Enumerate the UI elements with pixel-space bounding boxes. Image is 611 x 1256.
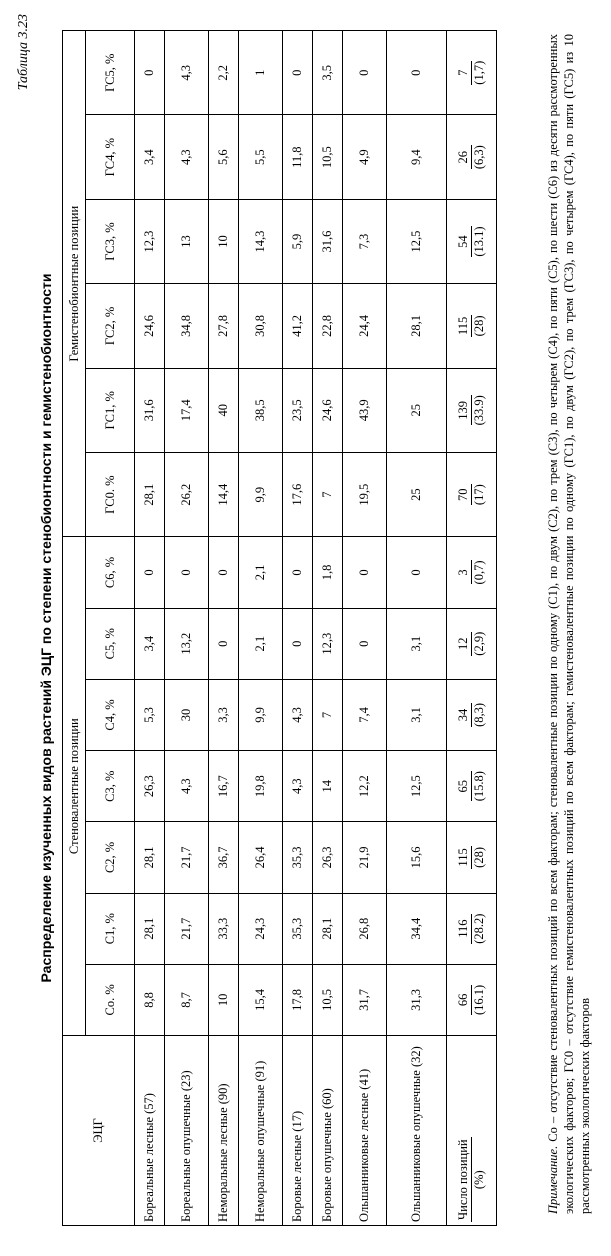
total-percent: (16.1) (472, 984, 486, 1015)
table-cell: 28,1 (135, 452, 165, 536)
total-percent: (0,7) (472, 560, 486, 585)
table-row (209, 31, 239, 1226)
table-cell: 0 (283, 537, 313, 608)
table-cell: 31,6 (313, 199, 343, 283)
table-cell: 21,7 (165, 822, 209, 893)
total-percent: (17) (472, 484, 486, 506)
total-cell (447, 822, 497, 893)
table-cell: 3,4 (135, 115, 165, 199)
table-cell: 13 (165, 199, 209, 283)
table-cell: 0 (343, 31, 387, 115)
table-cell: 7 (313, 679, 343, 750)
table-cell: 0 (343, 537, 387, 608)
column-header: ГС2, % (86, 284, 135, 368)
table-cell: 26,3 (313, 822, 343, 893)
note-text: Со – отсутствие стеновалентных позиций по всем факторам; стеновалентные позиции по одному (С1), по двум (С2), по трем (С3), по четырем (С4), по пяти (С5), по шести (С6) из десяти рассмотренных экологических факторов; ГС0 – отсутствие гемистеновалентных позиций по всем факторам; гемистеновалентные позиции по одному (ГС1), по двум (ГС2), по трем (ГС3), по четырем (ГС4), по пяти (ГС5) из 10 рассмотренных экологических факторов (546, 34, 592, 1214)
table-cell: 7,4 (343, 679, 387, 750)
table-cell: 0 (209, 608, 239, 679)
table-cell: 35,3 (283, 822, 313, 893)
table-cell: 9,9 (239, 679, 283, 750)
table-cell: 28,1 (135, 822, 165, 893)
total-cell (447, 368, 497, 452)
total-row-name (447, 1036, 497, 1226)
table-cell: 3,1 (387, 608, 447, 679)
table-row (387, 31, 447, 1226)
row-name: Бореальные лесные (57) (135, 1036, 165, 1226)
total-percent: (2,9) (472, 631, 486, 656)
header-hemi-group: Гемистенобионтные позиции (63, 31, 86, 537)
total-percent: (13.1) (472, 226, 486, 257)
total-name-bottom: (%) (472, 1170, 486, 1190)
column-header: ГС5, % (86, 31, 135, 115)
column-header: С2, % (86, 822, 135, 893)
total-count: 115 (456, 316, 470, 336)
table-cell: 38,5 (239, 368, 283, 452)
total-row (447, 31, 497, 1226)
total-percent: (28) (472, 847, 486, 868)
total-percent: (6,3) (472, 145, 486, 170)
table-cell: 0 (343, 608, 387, 679)
table-cell: 4,9 (343, 115, 387, 199)
table-cell: 26,2 (165, 452, 209, 536)
table-cell: 35,3 (283, 893, 313, 964)
table-cell: 0 (387, 31, 447, 115)
total-count: 115 (456, 848, 470, 867)
table-cell: 1,8 (313, 537, 343, 608)
table-row (135, 31, 165, 1226)
column-header: ГС3, % (86, 199, 135, 283)
total-cell (447, 964, 497, 1035)
table-cell: 28,1 (387, 284, 447, 368)
row-name: Боровые лесные (17) (283, 1036, 313, 1226)
table-cell: 10,5 (313, 964, 343, 1035)
table-cell: 30 (165, 679, 209, 750)
table-cell: 25 (387, 452, 447, 536)
table-cell: 12,3 (135, 199, 165, 283)
table-cell: 3,3 (209, 679, 239, 750)
table-cell: 17,6 (283, 452, 313, 536)
table-cell: 3,5 (313, 31, 343, 115)
table-row (313, 31, 343, 1226)
table-cell: 12,5 (387, 751, 447, 822)
table-cell: 5,5 (239, 115, 283, 199)
table-cell: 15,4 (239, 964, 283, 1035)
table-cell: 24,6 (135, 284, 165, 368)
table-cell: 12,5 (387, 199, 447, 283)
total-count: 65 (456, 771, 472, 801)
total-count: 54 (456, 226, 472, 256)
table-row (239, 31, 283, 1226)
table-cell: 34,4 (387, 893, 447, 964)
table-cell: 0 (135, 31, 165, 115)
table-cell: 19,5 (343, 452, 387, 536)
table-cell: 4,3 (165, 31, 209, 115)
table-cell: 36,7 (209, 822, 239, 893)
table-cell: 8,7 (165, 964, 209, 1035)
table-cell: 5,6 (209, 115, 239, 199)
table-cell: 12,3 (313, 608, 343, 679)
table-cell: 24,6 (313, 368, 343, 452)
table-cell: 21,9 (343, 822, 387, 893)
table-cell: 0 (165, 537, 209, 608)
row-name: Ольшанниковые опушечные (32) (387, 1036, 447, 1226)
total-count: 70 (456, 484, 472, 505)
table-cell: 11,8 (283, 115, 313, 199)
table-cell: 31,7 (343, 964, 387, 1035)
table-cell: 43,9 (343, 368, 387, 452)
table-cell: 14 (313, 751, 343, 822)
table-cell: 14,3 (239, 199, 283, 283)
table-row (343, 31, 387, 1226)
table-note (545, 34, 593, 1214)
header-steno-group: Стеновалентные позиции (63, 537, 86, 1036)
table-cell: 2,1 (239, 537, 283, 608)
table-cell: 4,3 (165, 751, 209, 822)
column-header: С4, % (86, 679, 135, 750)
table-cell: 10 (209, 199, 239, 283)
row-name: Боровые опушечные (60) (313, 1036, 343, 1226)
table-cell: 31,3 (387, 964, 447, 1035)
total-percent: (28) (472, 315, 486, 337)
column-header: С5, % (86, 608, 135, 679)
table-cell: 4,3 (283, 679, 313, 750)
column-header: Со. % (86, 964, 135, 1035)
table-cell: 3,1 (387, 679, 447, 750)
data-table (62, 30, 497, 1226)
column-header: С3, % (86, 751, 135, 822)
total-count: 116 (456, 914, 472, 944)
table-cell: 14,4 (209, 452, 239, 536)
total-count: 34 (456, 703, 472, 727)
table-cell: 13,2 (165, 608, 209, 679)
table-cell: 9,4 (387, 115, 447, 199)
total-percent: (8,3) (472, 702, 486, 727)
table-label: Таблица 3.23 (16, 14, 31, 91)
table-cell: 24,3 (239, 893, 283, 964)
table-row (165, 31, 209, 1226)
table-cell: 12,2 (343, 751, 387, 822)
table-cell: 2,2 (209, 31, 239, 115)
total-count: 66 (456, 985, 472, 1015)
total-percent: (33.9) (472, 395, 486, 426)
table-cell: 7,3 (343, 199, 387, 283)
table-cell: 4,3 (283, 751, 313, 822)
column-header: ГС0. % (86, 452, 135, 536)
total-cell (447, 751, 497, 822)
table-title: Распределение изученных видов растений ЭЦГ по степени стенобионтности и гемистенобионтности (38, 273, 54, 983)
table-cell: 26,4 (239, 822, 283, 893)
table-cell: 0 (387, 537, 447, 608)
table-cell: 2,1 (239, 608, 283, 679)
table-cell: 9,9 (239, 452, 283, 536)
total-name-top: Число позиций (456, 1139, 470, 1220)
total-cell (447, 115, 497, 199)
table-cell: 17,4 (165, 368, 209, 452)
total-percent: (28.2) (472, 913, 486, 944)
table-cell: 22,8 (313, 284, 343, 368)
table-cell: 5,9 (283, 199, 313, 283)
table-cell: 10 (209, 964, 239, 1035)
total-percent: (1,7) (472, 60, 486, 85)
table-cell: 1 (239, 31, 283, 115)
total-cell (447, 893, 497, 964)
total-cell (447, 679, 497, 750)
table-cell: 27,8 (209, 284, 239, 368)
table-cell: 19,8 (239, 751, 283, 822)
table-cell: 0 (283, 608, 313, 679)
total-count: 7 (456, 61, 472, 85)
table-cell: 4,3 (165, 115, 209, 199)
header-ecg: ЭЦГ (63, 1036, 135, 1226)
total-cell (447, 199, 497, 283)
row-name: Неморальные опушечные (91) (239, 1036, 283, 1226)
column-header: ГС4, % (86, 115, 135, 199)
total-cell (447, 31, 497, 115)
total-count: 12 (456, 632, 472, 656)
table-cell: 24,4 (343, 284, 387, 368)
table-cell: 17,8 (283, 964, 313, 1035)
table-cell: 3,4 (135, 608, 165, 679)
table-cell: 30,8 (239, 284, 283, 368)
table-cell: 0 (135, 537, 165, 608)
total-count: 26 (456, 145, 472, 169)
table-cell: 31,6 (135, 368, 165, 452)
total-percent: (15.8) (472, 771, 486, 802)
table-cell: 34,8 (165, 284, 209, 368)
column-header: ГС1, % (86, 368, 135, 452)
table-cell: 7 (313, 452, 343, 536)
table-cell: 16,7 (209, 751, 239, 822)
row-name: Неморальные лесные (90) (209, 1036, 239, 1226)
total-cell (447, 537, 497, 608)
note-label: Примечание. (546, 1145, 560, 1214)
table-cell: 10,5 (313, 115, 343, 199)
column-header: С6, % (86, 537, 135, 608)
table-row (283, 31, 313, 1226)
table-cell: 40 (209, 368, 239, 452)
row-name: Бореальные опушечные (23) (165, 1036, 209, 1226)
table-cell: 26,8 (343, 893, 387, 964)
table-cell: 28,1 (313, 893, 343, 964)
row-name: Ольшанниковые лесные (41) (343, 1036, 387, 1226)
total-count: 139 (456, 395, 472, 425)
total-cell (447, 284, 497, 368)
table-cell: 26,3 (135, 751, 165, 822)
table-cell: 25 (387, 368, 447, 452)
table-cell: 28,1 (135, 893, 165, 964)
table-cell: 8,8 (135, 964, 165, 1035)
total-cell (447, 452, 497, 536)
table-cell: 15,6 (387, 822, 447, 893)
total-count: 3 (456, 561, 472, 585)
table-cell: 0 (283, 31, 313, 115)
table-cell: 21,7 (165, 893, 209, 964)
table-cell: 23,5 (283, 368, 313, 452)
table-cell: 0 (209, 537, 239, 608)
table-cell: 5,3 (135, 679, 165, 750)
table-cell: 33,3 (209, 893, 239, 964)
column-header: С1, % (86, 893, 135, 964)
total-cell (447, 608, 497, 679)
table-cell: 41,2 (283, 284, 313, 368)
